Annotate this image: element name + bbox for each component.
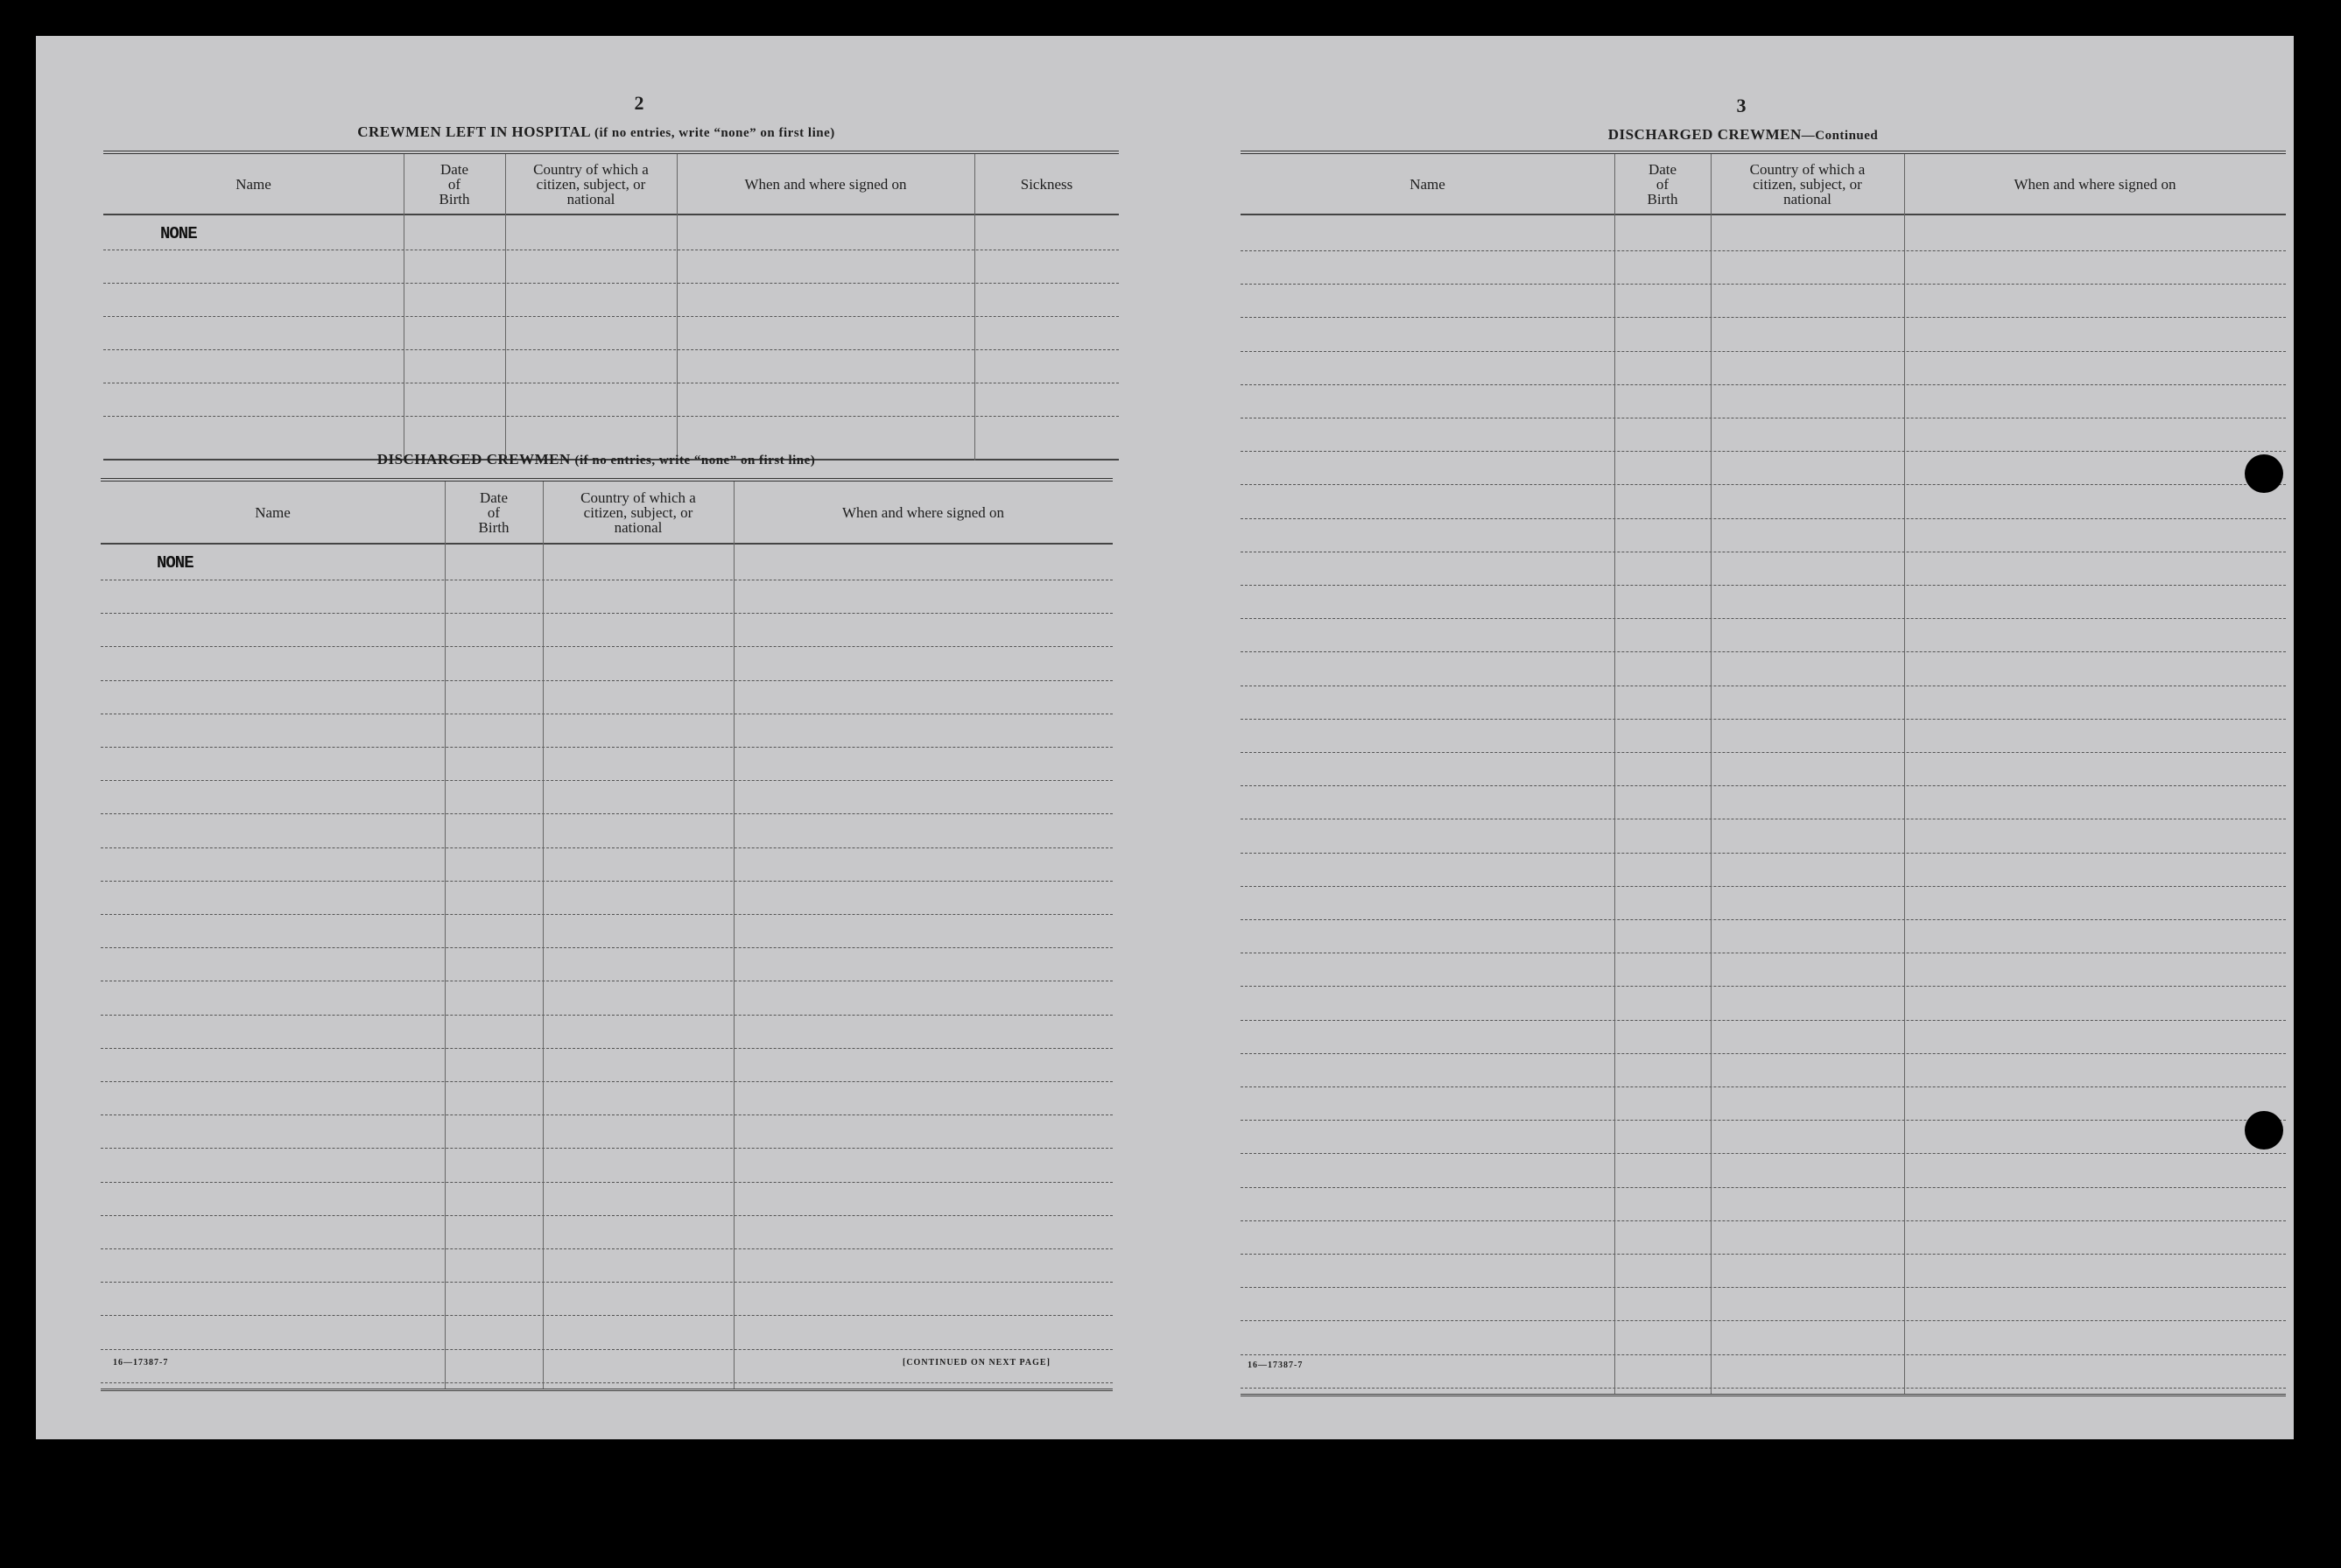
continued-header-rule bbox=[1241, 214, 2286, 215]
row-line bbox=[101, 1282, 1113, 1283]
hospital-header-rule bbox=[103, 214, 1119, 215]
row-line bbox=[101, 1081, 1113, 1082]
hospital-title: CREWMEN LEFT IN HOSPITAL bbox=[357, 123, 591, 140]
row-line bbox=[1241, 250, 2286, 251]
hospital-col-name: Name bbox=[236, 175, 271, 193]
row-line bbox=[1241, 1053, 2286, 1054]
row-line bbox=[1241, 986, 2286, 987]
hospital-col-dob: Date of Birth bbox=[439, 160, 470, 207]
hospital-row-line bbox=[103, 316, 1119, 317]
punch-hole-lower bbox=[2245, 1111, 2283, 1150]
continued-col-divider bbox=[1904, 154, 1905, 1394]
discharged-col-country: Country of which a citizen, subject, or national bbox=[580, 489, 696, 536]
discharged-bottom-rule bbox=[101, 1389, 1113, 1391]
hospital-col-signed-on: When and where signed on bbox=[744, 175, 907, 193]
left-form-code: 16—17387-7 bbox=[113, 1358, 169, 1368]
row-line bbox=[101, 1349, 1113, 1350]
hospital-row-line bbox=[103, 416, 1119, 417]
right-page-number: 3 bbox=[1736, 95, 1747, 116]
punch-hole-upper bbox=[2245, 454, 2283, 493]
row-line bbox=[1241, 518, 2286, 519]
right-form-code: 16—17387-7 bbox=[1248, 1361, 1304, 1370]
row-line bbox=[101, 1248, 1113, 1249]
row-line bbox=[1241, 384, 2286, 385]
continued-col-dob: Date of Birth bbox=[1647, 160, 1678, 207]
row-line bbox=[101, 1315, 1113, 1316]
row-line bbox=[101, 813, 1113, 814]
hospital-row-line bbox=[103, 283, 1119, 284]
row-line bbox=[101, 680, 1113, 681]
row-line bbox=[1241, 1320, 2286, 1321]
row-line bbox=[1241, 585, 2286, 586]
row-line bbox=[101, 881, 1113, 882]
row-line bbox=[101, 1215, 1113, 1216]
hospital-instruction: (if no entries, write “none” on first line) bbox=[594, 126, 835, 140]
right-section-title bbox=[1524, 126, 1962, 144]
continued-bottom-rule bbox=[1241, 1394, 2286, 1396]
continued-col-country: Country of which a citizen, subject, or national bbox=[1749, 160, 1866, 207]
hospital-col-divider bbox=[974, 154, 975, 461]
row-line bbox=[1241, 1287, 2286, 1288]
continued-col-signed-on: When and where signed on bbox=[2014, 175, 2176, 193]
row-line bbox=[101, 613, 1113, 614]
row-line bbox=[1241, 1187, 2286, 1188]
continued-note: [CONTINUED ON NEXT PAGE] bbox=[903, 1358, 1051, 1368]
row-line bbox=[1241, 1254, 2286, 1255]
row-line bbox=[1241, 1153, 2286, 1154]
row-line bbox=[1241, 1354, 2286, 1355]
hospital-table bbox=[103, 151, 1119, 462]
discharged-entry-none: NONE bbox=[157, 553, 193, 573]
discharged-instruction: (if no entries, write “none” on first line) bbox=[574, 454, 816, 468]
discharged-col-signed-on: When and where signed on bbox=[841, 503, 1005, 521]
row-line bbox=[1241, 484, 2286, 485]
row-line bbox=[101, 747, 1113, 748]
row-line bbox=[1241, 785, 2286, 786]
discharged-col-name: Name bbox=[255, 503, 291, 521]
row-line bbox=[1241, 886, 2286, 887]
hospital-col-country: Country of which a citizen, subject, or national bbox=[533, 160, 649, 207]
continued-table bbox=[1241, 151, 2286, 1399]
discharged-col-divider bbox=[445, 482, 446, 1389]
row-line bbox=[101, 646, 1113, 647]
row-line bbox=[101, 1048, 1113, 1049]
row-line bbox=[1241, 1120, 2286, 1121]
row-line bbox=[1241, 1020, 2286, 1021]
row-line bbox=[101, 1114, 1113, 1115]
row-line bbox=[101, 847, 1113, 848]
discharged-col-divider bbox=[543, 482, 544, 1389]
discharged-title: DISCHARGED CREWMEN bbox=[376, 451, 571, 468]
continued-col-name: Name bbox=[1410, 175, 1445, 193]
row-line bbox=[101, 947, 1113, 948]
hospital-col-sickness: Sickness bbox=[1020, 175, 1073, 193]
discharged-header-rule bbox=[101, 543, 1113, 545]
row-line bbox=[1241, 317, 2286, 318]
row-line bbox=[1241, 1220, 2286, 1221]
discharged-section-title bbox=[141, 451, 1051, 468]
row-line bbox=[1241, 919, 2286, 920]
row-line bbox=[1241, 1388, 2286, 1389]
discharged-table bbox=[101, 478, 1113, 1392]
row-line bbox=[101, 914, 1113, 915]
row-line bbox=[101, 1382, 1113, 1383]
row-line bbox=[101, 1182, 1113, 1183]
row-line bbox=[1241, 1086, 2286, 1087]
row-line bbox=[1241, 719, 2286, 720]
discharged-col-divider bbox=[734, 482, 735, 1389]
hospital-section-title bbox=[141, 123, 1051, 141]
row-line bbox=[101, 780, 1113, 781]
hospital-entry-none: NONE bbox=[160, 224, 197, 243]
row-line bbox=[1241, 853, 2286, 854]
row-line bbox=[1241, 284, 2286, 285]
row-line bbox=[1241, 651, 2286, 652]
row-line bbox=[101, 1148, 1113, 1149]
row-line bbox=[1241, 451, 2286, 452]
left-page-number: 2 bbox=[634, 92, 644, 114]
hospital-col-divider bbox=[505, 154, 506, 461]
row-line bbox=[101, 1015, 1113, 1016]
right-title: DISCHARGED CREWMEN bbox=[1607, 126, 1802, 143]
right-title-suffix: —Continued bbox=[1801, 129, 1879, 143]
continued-col-divider bbox=[1614, 154, 1615, 1394]
discharged-col-dob: Date of Birth bbox=[478, 489, 510, 536]
row-line bbox=[1241, 752, 2286, 753]
scanned-document bbox=[36, 36, 2294, 1439]
row-line bbox=[1241, 618, 2286, 619]
hospital-row-line bbox=[103, 349, 1119, 350]
continued-col-divider bbox=[1711, 154, 1712, 1394]
row-line bbox=[1241, 351, 2286, 352]
hospital-col-divider bbox=[677, 154, 678, 461]
